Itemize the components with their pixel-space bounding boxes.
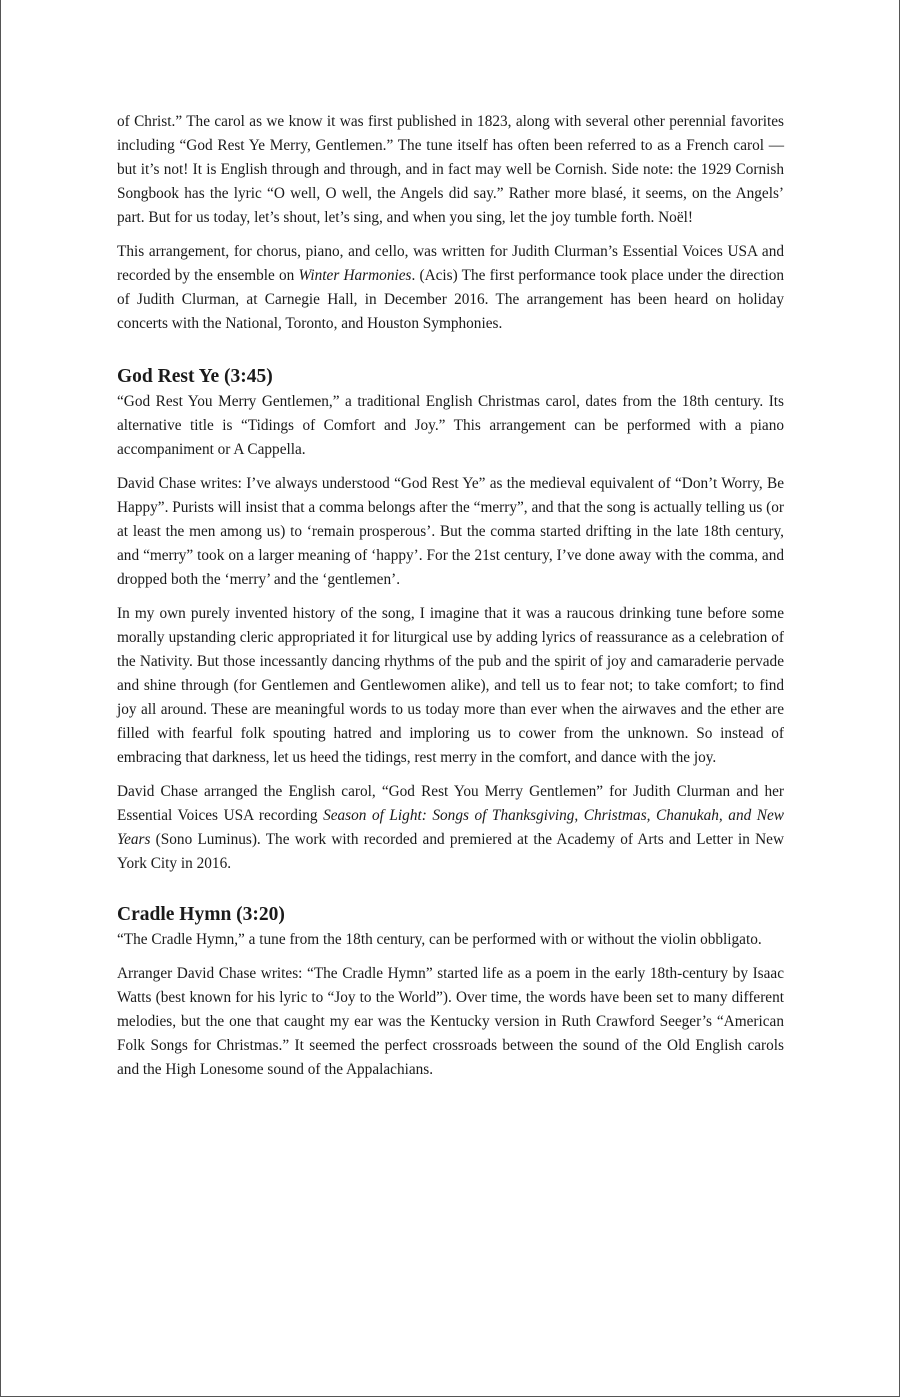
god-rest-paragraph-3: In my own purely invented history of the song, I imagine that it was a raucous drinking tune before some morally upstanding cleric appropriated it for liturgical use by adding lyrics of reassurance as a celebration of the Nativity. But those incessantly dancing rhythms of the pub and the spirit of joy and camaraderie pervade and shine through (for Gentlemen and Gentlewomen alike), and tell us to fear not; to take comfort; to find joy all around. These are meaningful words to us today more than ever when the airwaves and the ether are filled with fearful folk spouting hatred and imploring us to cower from the unknown. So instead of embracing that darkness, let us heed the tidings, rest merry in the comfort, and dance with the joy. xyxy=(117,605,784,766)
page-body xyxy=(117,110,784,1092)
god-rest-p4-text-b: (Sono Luminus). The work with recorded and premiered at the Academy of Arts and Letter in New York City in 2016. xyxy=(117,831,784,872)
section-heading-cradle-hymn: Cradle Hymn (3:20) xyxy=(117,904,285,925)
god-rest-p4-text-a: David Chase arranged the English carol, “God Rest You Merry Gentlemen” for Judith Clurman and her Essential Voices USA recording xyxy=(117,783,784,824)
intro-p2-text-b: . (Acis) The first performance took place under the direction of Judith Clurman, at Carnegie Hall, in December 2016. The arrangement has been heard on holiday concerts with the National, Toronto, and Houston Symphonies. xyxy=(117,267,784,332)
intro-paragraph-1: of Christ.” The carol as we know it was first published in 1823, along with several other perennial favorites including “God Rest Ye Merry, Gentlemen.” The tune itself has often been referred to as a French carol — but it’s not! It is English through and through, and in fact may well be Cornish. Side note: the 1929 Cornish Songbook has the lyric “O well, O well, the Angels did say.” Rather more blasé, it seems, on the Angels’ part. But for us today, let’s shout, let’s sing, and when you sing, let the joy tumble forth. Noël! xyxy=(117,113,784,226)
god-rest-paragraph-1: “God Rest You Merry Gentlemen,” a traditional English Christmas carol, dates from the 18th century. Its alternative title is “Tidings of Comfort and Joy.” This arrangement can be performed with a piano accompaniment or A Cappella. xyxy=(117,393,784,458)
cradle-paragraph-1: “The Cradle Hymn,” a tune from the 18th century, can be performed with or without the violin obbligato. xyxy=(117,931,762,948)
cradle-paragraph-2: Arranger David Chase writes: “The Cradle Hymn” started life as a poem in the early 18th-century by Isaac Watts (best known for his lyric to “Joy to the World”). Over time, the words have been set to many different melodies, but the one that caught my ear was the Kentucky version in Ruth Crawford Seeger’s “American Folk Songs for Christmas.” It seemed the perfect crossroads between the sound of the Old English carols and the High Lonesome sound of the Appalachians. xyxy=(117,965,784,1078)
intro-paragraph-2 xyxy=(117,240,784,336)
god-rest-paragraph-4 xyxy=(117,780,784,876)
album-title-winter-harmonies: Winter Harmonies xyxy=(298,267,412,284)
god-rest-paragraph-2: David Chase writes: I’ve always understood “God Rest Ye” as the medieval equivalent of “Don’t Worry, Be Happy”. Purists will insist that a comma belongs after the “merry”, and that the song is actually telling us (or at least the men among us) to ‘remain prosperous’. But the comma started drifting in the late 18th century, and “merry” took on a larger meaning of ‘happy’. For the 21st century, I’ve done away with the comma, and dropped both the ‘merry’ and the ‘gentlemen’. xyxy=(117,475,784,588)
album-title-season-of-light: Season of Light: Songs of Thanksgiving, Christmas, Chanukah, and New Years xyxy=(117,807,784,848)
section-heading-god-rest-ye: God Rest Ye (3:45) xyxy=(117,366,273,387)
intro-p2-text-a: This arrangement, for chorus, piano, and cello, was written for Judith Clurman’s Essential Voices USA and recorded by the ensemble on xyxy=(117,243,784,284)
